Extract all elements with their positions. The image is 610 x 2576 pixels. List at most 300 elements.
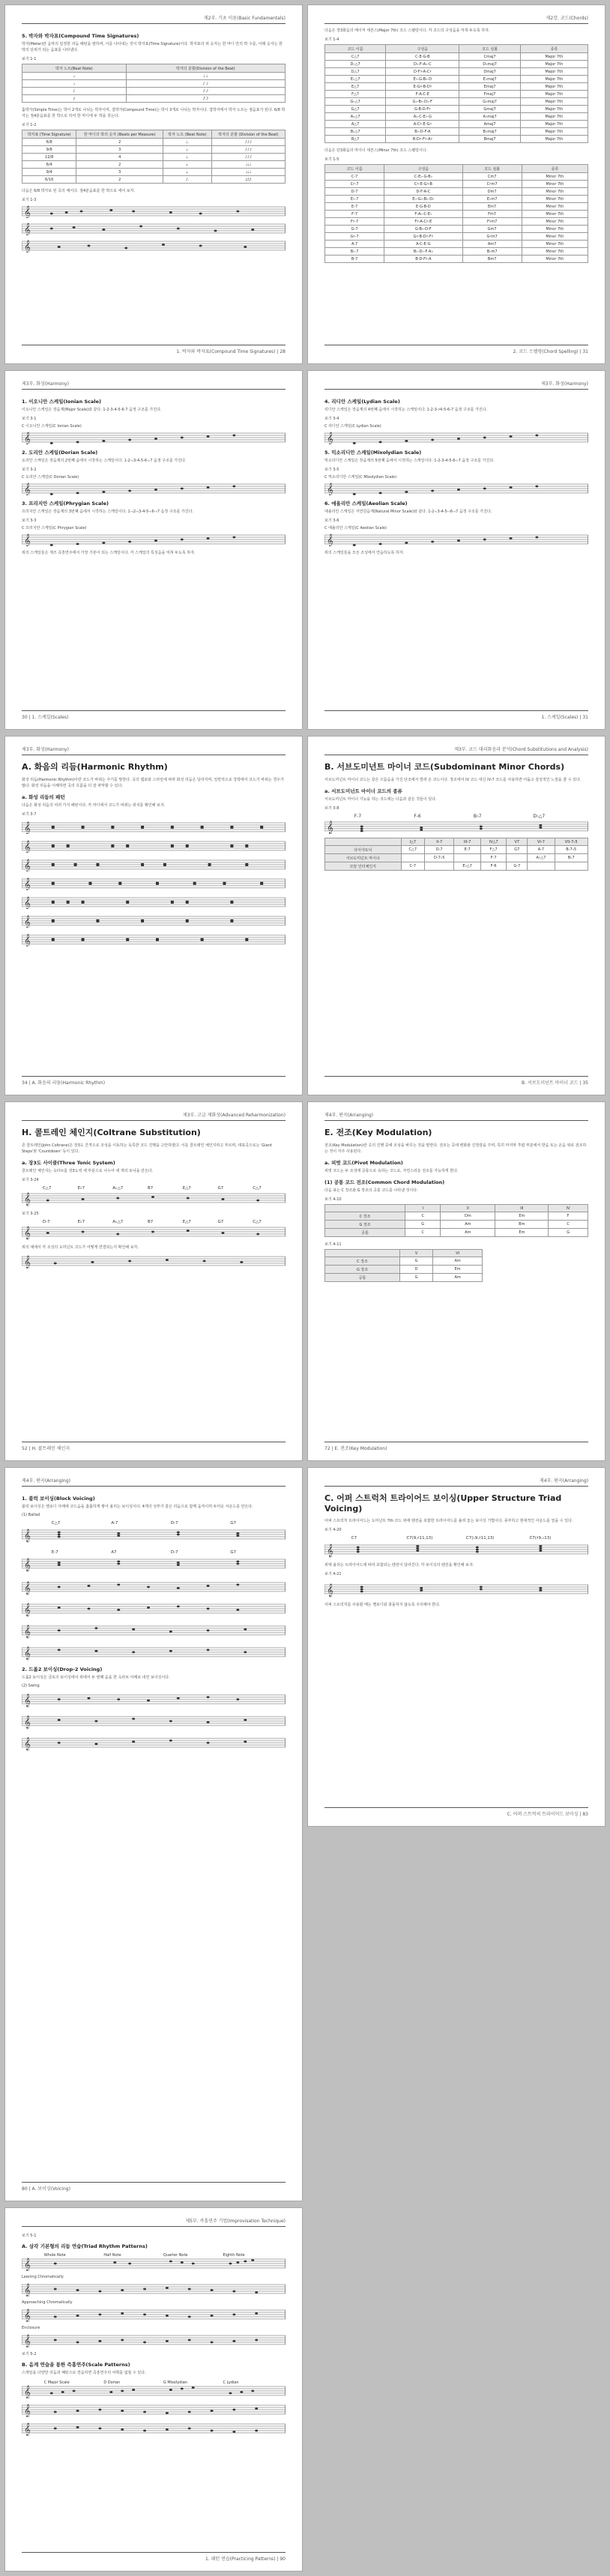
table-cell: C△7 xyxy=(401,846,425,854)
table-cell: Am xyxy=(433,1274,483,1282)
table-cell: 𝅘𝅥𝅯 xyxy=(22,95,127,103)
table-cell: Dmaj7 xyxy=(459,68,520,76)
chord-symbol: E-7 xyxy=(51,1550,58,1555)
page-title: C. 어퍼 스트럭처 트라이어드 보이싱(Upper Structure Triad Voicing) xyxy=(324,1493,562,1514)
example-label: 보기 1-5 xyxy=(324,157,339,162)
table-cell: G♯-B-D♯-F♯ xyxy=(384,233,462,241)
table-header: IV△7 xyxy=(480,838,506,846)
common-chord-table xyxy=(324,1204,588,1237)
table-cell: Minor 7th xyxy=(522,173,588,181)
chord-symbol: G7 xyxy=(230,1550,237,1555)
chord-symbol: F-7 xyxy=(354,814,362,820)
table-cell: 4 xyxy=(76,154,163,161)
chord-symbol: A♭△7 xyxy=(112,1220,124,1225)
table-cell: F-A♭-C-E♭ xyxy=(384,211,462,218)
page-header: 제2장. 코드(Chords) xyxy=(324,14,588,24)
example-label: 보기 3-5 xyxy=(324,468,339,472)
rhythm-label: Half Note xyxy=(103,2253,121,2258)
paragraph: 위에 올리는 트라이어드에 따라 포함되는 텐션이 달라진다. 각 보이싱의 텐션을 확인해 보자. xyxy=(324,1563,474,1567)
table-row xyxy=(325,136,588,143)
table-cell: C△7 xyxy=(325,53,386,61)
table-row xyxy=(22,176,286,184)
example-label: 보기 1-4 xyxy=(324,37,339,42)
page-6 xyxy=(307,736,606,1095)
table-cell: ♪♪♪ xyxy=(211,154,285,161)
table-cell: Major 7th xyxy=(520,68,588,76)
common-chord-table-2 xyxy=(324,1249,483,1282)
section-title: a. 화성 리듬의 패턴 xyxy=(22,794,65,800)
table-row xyxy=(325,854,588,862)
table-cell: C 장조 xyxy=(325,1212,405,1221)
scale-label: D Dorian xyxy=(103,2380,121,2386)
table-cell: E-7 xyxy=(454,846,481,854)
chord-symbol: E△7 xyxy=(182,1186,191,1191)
page-title: H. 콜트레인 체인지(Coltrane Substitution) xyxy=(22,1128,201,1137)
music-staff xyxy=(22,1218,286,1241)
music-staff xyxy=(22,2332,286,2347)
example-label: 보기 1-2 xyxy=(22,123,37,127)
example-label: 보기 4-21 xyxy=(324,1572,342,1576)
music-staff xyxy=(324,431,588,444)
table-row xyxy=(325,248,588,256)
paragraph: 어퍼 스트럭처 트라이어드는 도미넌트 7th 코드 위에 텐션을 포함한 트라이어드를 올려 놓는 보이싱 기법이다. 풍부하고 현대적인 사운드를 얻을 수 있다. xyxy=(324,1519,573,1523)
table-cell: E-G♯-B-D♯ xyxy=(386,83,459,91)
paragraph: 홑박자(Simple Time)는 박이 2개로 나뉘는 박자이며, 겹박자(Compound Time)는 박이 3개로 나뉘는 박자이다. 겹박자에서 박자 노트는 점음표가 된다. 6/8 박자는 점4분음표를 한 박으로 하여 한 마디에 두 박을 갖는다. xyxy=(22,108,286,118)
table-header: 박자 노트(Beat Note) xyxy=(22,64,127,73)
table-cell: D-7 xyxy=(325,188,384,196)
table-cell: Am xyxy=(433,1257,483,1266)
table-cell: Minor 7th xyxy=(522,256,588,263)
table-cell: 9/4 xyxy=(22,169,76,176)
example-label: 보기 3-24 xyxy=(22,1178,39,1182)
table-cell: B-7 xyxy=(325,256,384,263)
chord-symbol: D-7 xyxy=(170,1550,178,1555)
table-cell: Em xyxy=(495,1229,549,1237)
table-row xyxy=(325,106,588,113)
table-cell: ♩. xyxy=(163,146,212,154)
section-title: 1. 블럭 보이싱(Block Voicing) xyxy=(22,1496,95,1502)
table-cell: ♩ xyxy=(22,80,127,88)
table-cell: F-7 xyxy=(325,211,384,218)
page-footer: B. 서브도미넌트 마이너 코드 | 35 xyxy=(324,1076,588,1086)
chord-symbol: A♭△7 xyxy=(112,1186,124,1191)
page-header: 제3부. 고급 재화성(Advanced Reharmonization) xyxy=(22,1111,286,1121)
example-label: (1) Ballad xyxy=(22,1513,40,1517)
table-cell: C-7 xyxy=(325,173,384,181)
table-cell: D♭-F-A♭-C xyxy=(386,61,459,68)
table-row xyxy=(325,846,588,854)
table-cell: F-6 xyxy=(480,862,506,871)
table-cell: ♪ xyxy=(22,88,127,95)
table-cell: 6/16 xyxy=(22,176,76,184)
table-cell: Em7 xyxy=(462,203,522,211)
paragraph: 콜트레인 체인지는 옥타브를 장3도씩 세 부분으로 나누어 세 개의 토닉을 만든다. xyxy=(22,1169,154,1173)
table-cell: E♭-G-B♭-D xyxy=(386,76,459,83)
table-row xyxy=(325,1274,483,1282)
table-cell: E♭m7 xyxy=(462,196,522,203)
table-cell: D-F-A-C xyxy=(384,188,462,196)
table-header: II xyxy=(441,1205,495,1212)
chord-symbol: C△7 xyxy=(51,1521,61,1526)
table-cell: A-C♯-E-G♯ xyxy=(386,121,459,128)
table-cell: Em xyxy=(433,1266,483,1274)
table-cell: Bm xyxy=(495,1221,549,1229)
table-row xyxy=(325,98,588,106)
page-header: 제5부. 즉흥연주 기법(Improvisation Technique) xyxy=(22,2217,286,2227)
paragraph: 전조(Key Modulation)란 곡의 진행 중에 조성을 바꾸는 것을 말한다. 전조는 곡에 변화와 긴장감을 주며, 특히 마지막 후렴 부분에서 반음 또는 온음 위로 전조하는 것이 자주 사용된다. xyxy=(324,1143,587,1154)
table-cell: G♯m7 xyxy=(462,233,522,241)
table-cell: G 장조 xyxy=(325,1221,405,1229)
paragraph: 위의 스케일들은 재즈 즉흥연주에서 가장 기본이 되는 스케일이다. 각 스케일의 특성음을 익혀 두도록 하자. xyxy=(22,551,196,555)
page-7 xyxy=(4,1101,303,1461)
example-label: (2) Swing xyxy=(22,1684,40,1688)
table-header: II-7 xyxy=(425,838,454,846)
table-cell xyxy=(555,862,588,871)
table-cell: ♩. xyxy=(163,154,212,161)
table-row xyxy=(325,196,588,203)
table-row xyxy=(325,1212,588,1221)
table-cell: F xyxy=(549,1212,588,1221)
paragraph: 이오니안 스케일은 장음계(Major Scale)와 같다. 1-2-3-4-5-6-7 음정 구조를 가진다. xyxy=(22,408,162,412)
table-cell: Em xyxy=(495,1212,549,1221)
table-header: VI xyxy=(433,1250,483,1257)
table-cell: C xyxy=(405,1229,441,1237)
page-header: 제3부. 화성(Harmony) xyxy=(22,380,286,390)
table-cell: B△7 xyxy=(325,136,386,143)
table-header: VII-7♭5 xyxy=(555,838,588,846)
section-title: B. 음계 연습을 통한 즉흥연주(Scale Patterns) xyxy=(22,2362,130,2368)
table-cell: B♭maj7 xyxy=(459,128,520,136)
music-staff xyxy=(324,1579,588,1598)
page-4 xyxy=(307,370,606,730)
table-cell: Gm7 xyxy=(462,226,522,233)
section-title: A. 삼각 기본형의 리듬 연습(Triad Rhythm Patterns) xyxy=(22,2243,148,2249)
table-header: V7 xyxy=(507,838,528,846)
chord-symbol: F-6 xyxy=(414,814,421,820)
table-cell: 𝅗𝅥. xyxy=(163,169,212,176)
paragraph: 블럭 보이싱은 멜로디 아래에 코드음을 촘촘하게 쌓아 올리는 보이싱이다. 4개의 성부가 같은 리듬으로 함께 움직이며 두터운 사운드를 만든다. xyxy=(22,1505,253,1509)
major7-chord-table xyxy=(324,44,588,143)
table-cell: C♯-E-G♯-B xyxy=(384,181,462,188)
table-row xyxy=(325,53,588,61)
table-cell: ♩♩♩ xyxy=(211,169,285,176)
table-header: V xyxy=(400,1250,433,1257)
table-header xyxy=(325,1205,405,1212)
table-cell: 𝅘𝅥𝅰 𝅘𝅥𝅰 xyxy=(126,95,285,103)
example-label: 보기 3-8 xyxy=(324,806,339,811)
page-5 xyxy=(4,736,303,1095)
table-cell: E-G-B-D xyxy=(384,203,462,211)
table-header: 종류 xyxy=(520,45,588,53)
table-cell: 𝅘𝅥𝅯 𝅘𝅥𝅯 xyxy=(126,88,285,95)
table-cell: F△7 xyxy=(325,91,386,98)
page-8 xyxy=(307,1101,606,1461)
table-header: III xyxy=(495,1205,549,1212)
table-cell: Fmaj7 xyxy=(459,91,520,98)
paragraph: 드롭2 보이싱은 클로즈 보이싱에서 위에서 두 번째 음을 한 옥타브 아래로 내린 보이싱이다. xyxy=(22,1675,170,1680)
music-staff xyxy=(22,2402,286,2417)
table-row xyxy=(325,211,588,218)
table-cell: G-B♭-D-F xyxy=(384,226,462,233)
table-header: 코드 이름 xyxy=(325,165,384,173)
example-caption: Enclosure xyxy=(22,2326,40,2330)
section-title: 3. 프리지안 스케일(Phrygian Scale) xyxy=(22,501,109,507)
section-title: 5. 박자와 박자표(Compound Time Signatures) xyxy=(22,33,139,39)
music-staff xyxy=(22,533,286,546)
example-label: 보기 4-10 xyxy=(324,1197,342,1202)
table-cell: Major 7th xyxy=(520,83,588,91)
table-cell: D△7 xyxy=(325,68,386,76)
table-cell: D-F♯-A-C♯ xyxy=(386,68,459,76)
table-cell: 9/8 xyxy=(22,146,76,154)
music-staff xyxy=(22,2379,286,2398)
table-cell: D♭maj7 xyxy=(459,61,520,68)
paragraph: 서브도미넌트 마이너 기능을 하는 코드에는 다음과 같은 것들이 있다. xyxy=(324,797,437,802)
music-staff xyxy=(22,894,286,909)
chord-symbol: D♭△7 xyxy=(533,814,546,820)
music-staff xyxy=(324,1535,588,1558)
table-cell: 12/8 xyxy=(22,154,76,161)
example-caption: C 믹소리디안 스케일(C Mixolydian Scale) xyxy=(324,475,397,480)
paragraph: 프리지안 스케일은 장음계의 3번째 음에서 시작하는 스케일이다. 1-♭2-♭3-4-5-♭6-♭7 음정 구조를 가진다. xyxy=(22,510,194,514)
paragraph: 다음은 6/8 박자로 된 곡의 예이다. 점4분음표를 한 박으로 세어 보자. xyxy=(22,189,136,193)
table-cell: 2 xyxy=(76,161,163,169)
table-cell: A-7 xyxy=(528,846,555,854)
music-staff xyxy=(22,1734,286,1752)
table-cell: Am7 xyxy=(462,241,522,248)
section-title: 5. 믹소리디안 스케일(Mixolydian Scale) xyxy=(324,450,422,456)
table-cell: Amaj7 xyxy=(459,121,520,128)
table-cell: 𝅘𝅥𝅯𝅘𝅥𝅯𝅘𝅥𝅯 xyxy=(211,176,285,184)
table-cell: Dm7 xyxy=(462,188,522,196)
page-1 xyxy=(4,4,303,364)
table-header: 박자의 분할(Division of the Beat) xyxy=(126,64,285,73)
section-title: 4. 리디안 스케일(Lydian Scale) xyxy=(324,399,400,405)
music-staff xyxy=(22,1621,286,1639)
table-cell: G♭-B♭-D♭-F xyxy=(386,98,459,106)
table-cell: Emaj7 xyxy=(459,83,520,91)
table-cell: C 장조 xyxy=(325,1257,400,1266)
table-cell: A-C-E-G xyxy=(384,241,462,248)
music-staff xyxy=(22,1690,286,1708)
table-cell: F♯-A-C♯-E xyxy=(384,218,462,226)
table-cell: 3 xyxy=(76,169,163,176)
table-header: 구성음 xyxy=(384,165,462,173)
table-cell: G♯-7 xyxy=(325,233,384,241)
table-cell: Minor 7th xyxy=(522,203,588,211)
example-label: 보기 3-7 xyxy=(22,812,37,817)
table-cell: B♭m7 xyxy=(462,248,522,256)
music-staff xyxy=(22,431,286,444)
page-footer: 2. 코드 스펠링(Chord Spelling) | 31 xyxy=(324,345,588,354)
page-10 xyxy=(307,1467,606,1827)
table-cell: Cmaj7 xyxy=(459,53,520,61)
table-cell: B♭7 xyxy=(555,854,588,862)
table-header xyxy=(325,1250,400,1257)
table-cell: Major 7th xyxy=(520,76,588,83)
chord-symbol: E△7 xyxy=(182,1220,191,1225)
table-cell xyxy=(401,854,425,862)
example-label: 보기 5-1 xyxy=(22,2234,37,2238)
table-cell: 서브도미넌트 마이너 xyxy=(325,854,402,862)
table-cell: Major 7th xyxy=(520,113,588,121)
music-staff xyxy=(324,533,588,546)
paragraph: 리디안 스케일은 장음계의 4번째 음에서 시작하는 스케일이다. 1-2-3-♯4-5-6-7 음정 구조를 가진다. xyxy=(324,408,488,412)
table-cell: E△7 xyxy=(325,83,386,91)
table-cell: G-B-D-F♯ xyxy=(386,106,459,113)
time-signature-table xyxy=(22,130,286,184)
example-caption: C 프리지안 스케일(C Phrygian Scale) xyxy=(22,526,87,530)
table-cell: G 장조 xyxy=(325,1266,400,1274)
table-cell: G xyxy=(400,1274,433,1282)
table-row xyxy=(325,76,588,83)
table-header: 한 마디의 박의 숫자 (Beats per Measure) xyxy=(76,130,163,139)
chord-symbol: G7 xyxy=(230,1521,237,1526)
table-row xyxy=(325,1266,483,1274)
table-cell: Major 7th xyxy=(520,136,588,143)
table-row xyxy=(325,241,588,248)
example-caption: Leaning Chromatically xyxy=(22,2275,64,2279)
table-header: 코드 심볼 xyxy=(459,45,520,53)
table-cell: D-7 xyxy=(425,846,454,854)
paragraph: 다음 표는 C 장조와 G 장조의 공통 코드를 나타낸 것이다. xyxy=(324,1188,418,1193)
table-cell: Minor 7th xyxy=(522,248,588,256)
page-2 xyxy=(307,4,606,364)
page-footer: 1. 패턴 연습(Practicing Patterns) | 90 xyxy=(22,2552,286,2562)
page-header: 제2부. 기초 이론(Basic Fundamentals) xyxy=(22,14,286,24)
table-cell: Major 7th xyxy=(520,121,588,128)
chord-symbol: B7 xyxy=(148,1186,154,1191)
music-staff xyxy=(324,482,588,495)
table-cell: 𝅗𝅥 xyxy=(22,73,127,80)
table-cell: Major 7th xyxy=(520,53,588,61)
page-footer: 52 | H. 콜트레인 체인지 xyxy=(22,1442,286,1451)
table-cell: ♪ ♪ xyxy=(126,80,285,88)
page-footer: 34 | A. 화음의 리듬(Harmonic Rhythm) xyxy=(22,1076,286,1086)
table-cell: Minor 7th xyxy=(522,241,588,248)
example-label: 보기 1-3 xyxy=(22,198,37,202)
page-header: 제3부. 화성(Harmony) xyxy=(22,746,286,755)
table-cell: 다이아토닉 xyxy=(325,846,402,854)
page-footer: 72 | E. 전조(Key Modulation) xyxy=(324,1442,588,1451)
table-cell: C xyxy=(405,1212,441,1221)
table-cell: 3 xyxy=(76,146,163,154)
chord-symbol: D-7 xyxy=(42,1220,50,1225)
table-row xyxy=(325,1221,588,1229)
table-cell: E♭△7 xyxy=(325,76,386,83)
table-cell: E♭-G♭-B♭-D♭ xyxy=(384,196,462,203)
music-staff xyxy=(22,239,286,253)
table-cell xyxy=(425,862,454,871)
table-row xyxy=(22,95,286,103)
scale-label: C Major Scale xyxy=(43,2380,70,2386)
chord-symbol: C7(9,♯11,13) xyxy=(406,1536,433,1541)
music-staff xyxy=(22,1712,286,1730)
page-3 xyxy=(4,370,303,730)
example-label: 보기 3-25 xyxy=(22,1212,39,1216)
table-cell: G♭maj7 xyxy=(459,98,520,106)
table-cell: A-7 xyxy=(325,241,384,248)
example-label: 보기 3-3 xyxy=(22,518,37,523)
table-cell: G♭△7 xyxy=(325,98,386,106)
paragraph: 어퍼 스트럭처를 사용할 때는 멜로디와 충돌하지 않도록 주의해야 한다. xyxy=(324,1603,441,1607)
table-row xyxy=(325,121,588,128)
table-row xyxy=(22,80,286,88)
example-label: 보기 3-1 xyxy=(22,417,37,421)
music-staff xyxy=(22,482,286,495)
table-cell: Minor 7th xyxy=(522,233,588,241)
table-row xyxy=(22,154,286,161)
table-cell: B♭△7 xyxy=(325,128,386,136)
table-row xyxy=(325,128,588,136)
example-caption: C 에올리안 스케일(C Aeolian Scale) xyxy=(324,526,387,530)
page-footer: 80 | A. 보이싱(Voicing) xyxy=(22,2182,286,2192)
table-cell: Minor 7th xyxy=(522,196,588,203)
table-cell: Major 7th xyxy=(520,106,588,113)
music-staff xyxy=(22,856,286,871)
table-row xyxy=(22,73,286,80)
chord-symbol: D-7 xyxy=(170,1521,178,1526)
example-label: 보기 3-6 xyxy=(324,518,339,523)
page-footer: 1. 스케일(Scales) | 31 xyxy=(324,710,588,720)
table-header: I xyxy=(405,1205,441,1212)
table-cell: Minor 7th xyxy=(522,188,588,196)
table-row xyxy=(325,233,588,241)
section-title: 6. 에올리안 스케일(Aeolian Scale) xyxy=(324,501,408,507)
table-row xyxy=(325,1229,588,1237)
chord-symbol: C△7 xyxy=(253,1220,262,1225)
music-staff xyxy=(22,1600,286,1618)
example-caption: C 도리안 스케일(C Dorian Scale) xyxy=(22,475,79,480)
subdominant-minor-table xyxy=(324,838,588,871)
paragraph: 위의 예에서 각 조성의 도미넌트 코드가 어떻게 연결되는지 확인해 보자. xyxy=(22,1245,139,1250)
table-header: I△7 xyxy=(401,838,425,846)
table-cell: Minor 7th xyxy=(522,211,588,218)
page-title: A. 화음의 리듬(Harmonic Rhythm) xyxy=(22,762,168,772)
table-row xyxy=(325,68,588,76)
music-staff xyxy=(22,913,286,928)
table-cell: G xyxy=(400,1257,433,1266)
table-cell xyxy=(454,854,481,862)
table-cell: F♯-7 xyxy=(325,218,384,226)
page-header: 제4부. 편곡(Arranging) xyxy=(22,1477,286,1487)
table-header: 코드 이름 xyxy=(325,45,386,53)
table-cell: C xyxy=(549,1221,588,1229)
paragraph: 스케일을 다양한 리듬과 패턴으로 연습하면 즉흥연주의 어휘를 넓힐 수 있다. xyxy=(22,2371,146,2375)
table-cell: F♯m7 xyxy=(462,218,522,226)
table-cell: F-A-C-E xyxy=(386,91,459,98)
table-cell: Fm7 xyxy=(462,211,522,218)
paragraph: 믹소리디안 스케일은 장음계의 5번째 음에서 시작하는 스케일이다. 1-2-3-4-5-6-♭7 음정 구조를 가진다. xyxy=(324,459,495,463)
table-cell: B-7♭5 xyxy=(555,846,588,854)
chord-symbol: G7 xyxy=(217,1220,224,1225)
music-staff xyxy=(22,2421,286,2436)
table-cell: Dm xyxy=(441,1212,495,1221)
table-cell: D♭△7 xyxy=(325,61,386,68)
table-cell: 6/8 xyxy=(22,139,76,146)
example-label: 보기 4-11 xyxy=(324,1242,342,1247)
table-cell: C-E♭-G-B♭ xyxy=(384,173,462,181)
table-cell: Major 7th xyxy=(520,98,588,106)
chord-symbol: E♭7 xyxy=(77,1186,85,1191)
table-cell: C♯-7 xyxy=(325,181,384,188)
table-header: 박자의 분할 (Division of the Beat) xyxy=(211,130,285,139)
table-cell: Gmaj7 xyxy=(459,106,520,113)
paragraph: 도리안 스케일은 장음계의 2번째 음에서 시작하는 스케일이다. 1-2-♭3-4-5-6-♭7 음정 구조를 가진다. xyxy=(22,459,187,463)
table-header xyxy=(325,838,402,846)
table-cell: C-E-G-B xyxy=(386,53,459,61)
subsection-title: (1) 공통 코드 전조(Common Chord Modulation) xyxy=(324,1179,445,1185)
